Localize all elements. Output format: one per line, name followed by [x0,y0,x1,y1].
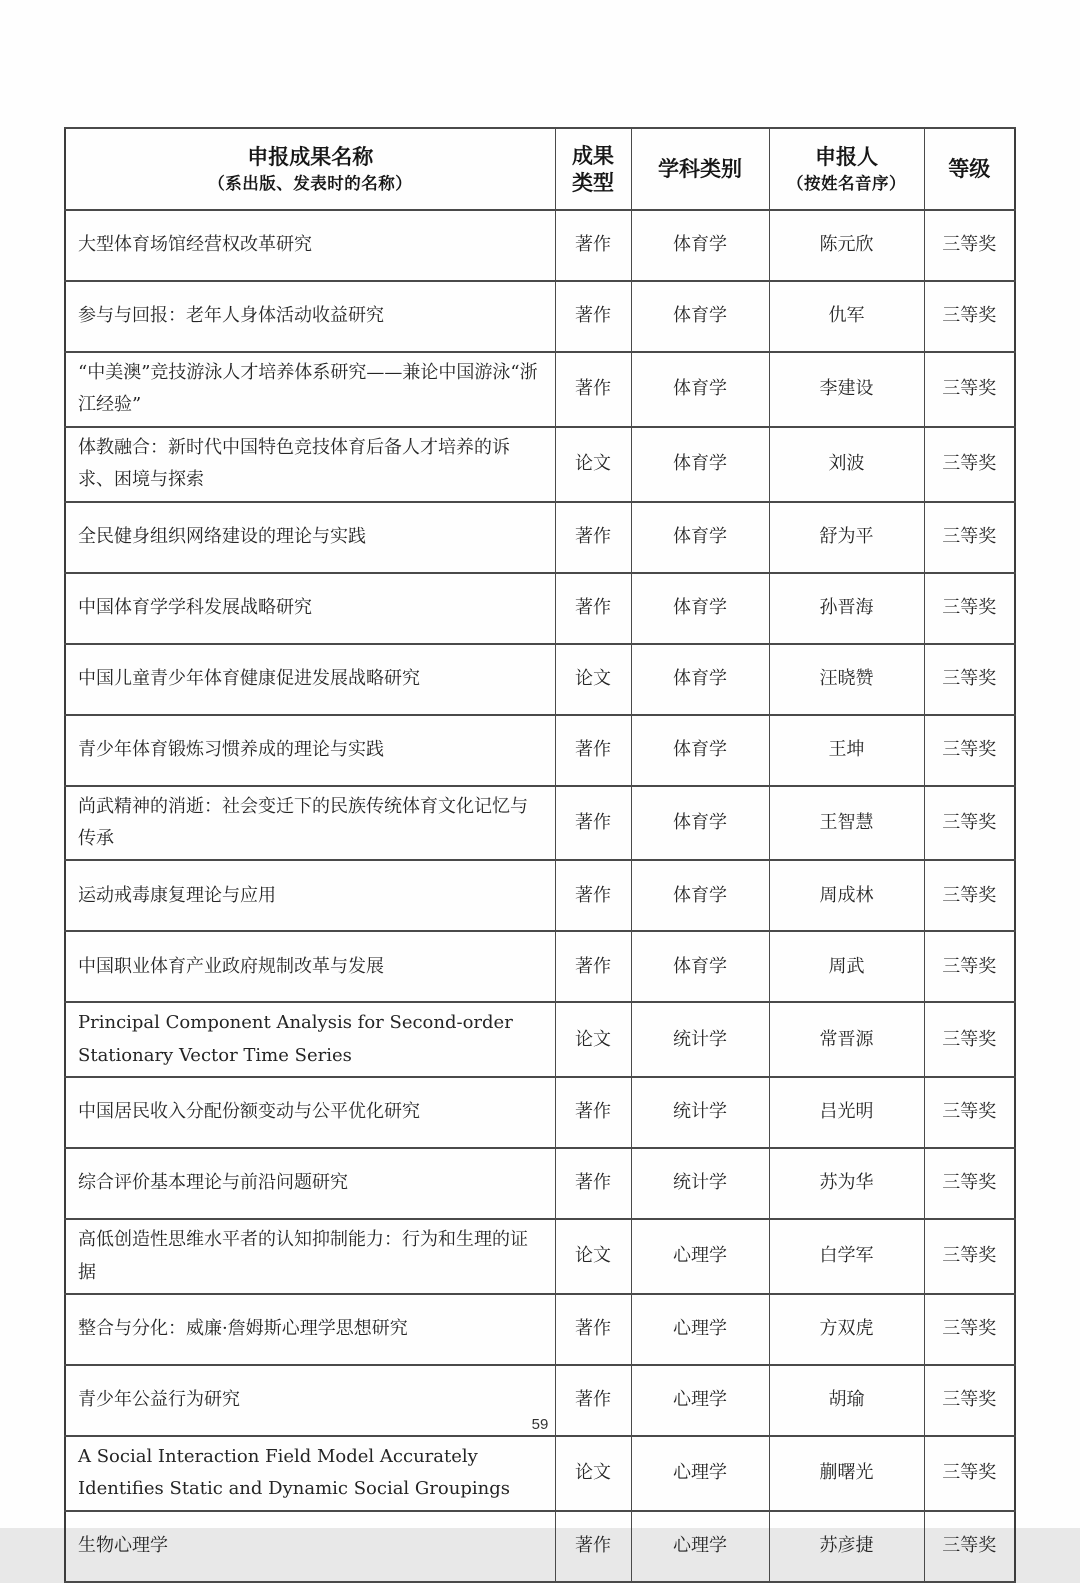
result-title-cell: 高低创造性思维水平者的认知抑制能力：行为和生理的证据 [65,1219,555,1294]
applicant-cell: 陈元欣 [769,210,924,281]
applicant-cell: 苏为华 [769,1148,924,1219]
result-type-cell: 著作 [555,786,631,861]
table-row [65,281,1015,352]
grade-cell: 三等奖 [924,352,1015,427]
table-row [65,860,1015,931]
result-type-cell: 著作 [555,352,631,427]
result-type-cell: 著作 [555,502,631,573]
applicant-cell: 蒯曙光 [769,1436,924,1511]
grade-cell: 三等奖 [924,1365,1015,1436]
table-header [65,128,1015,210]
result-title-cell: 整合与分化：威廉·詹姆斯心理学思想研究 [65,1294,555,1365]
result-title-cell: A Social Interaction Field Model Accurately Identifies Static and Dynamic Social Groupings [65,1436,555,1511]
grade-cell: 三等奖 [924,427,1015,502]
discipline-cell: 体育学 [631,644,769,715]
applicant-cell: 王智慧 [769,786,924,861]
grade-cell: 三等奖 [924,281,1015,352]
result-title-cell: 运动戒毒康复理论与应用 [65,860,555,931]
discipline-cell: 体育学 [631,715,769,786]
table-row [65,1436,1015,1511]
discipline-cell: 心理学 [631,1219,769,1294]
table-row [65,502,1015,573]
result-title-cell: 青少年体育锻炼习惯养成的理论与实践 [65,715,555,786]
discipline-cell: 心理学 [631,1511,769,1582]
header-result-name-sub: （系出版、发表时的名称） [208,174,413,194]
result-title-cell: 中国居民收入分配份额变动与公平优化研究 [65,1077,555,1148]
result-type-cell: 著作 [555,1148,631,1219]
result-type-cell: 著作 [555,573,631,644]
result-title-cell: 尚武精神的消逝：社会变迁下的民族传统体育文化记忆与传承 [65,786,555,861]
table-row [65,1002,1015,1077]
applicant-cell: 胡瑜 [769,1365,924,1436]
result-type-cell: 论文 [555,644,631,715]
grade-cell: 三等奖 [924,1148,1015,1219]
table-row [65,1294,1015,1365]
result-title-cell: “中美澳”竞技游泳人才培养体系研究——兼论中国游泳“浙江经验” [65,352,555,427]
result-title-cell: 中国职业体育产业政府规制改革与发展 [65,931,555,1002]
result-type-cell: 著作 [555,1365,631,1436]
result-title-cell: 青少年公益行为研究 [65,1365,555,1436]
grade-cell: 三等奖 [924,860,1015,931]
result-type-cell: 论文 [555,1219,631,1294]
applicant-cell: 王坤 [769,715,924,786]
discipline-cell: 心理学 [631,1294,769,1365]
grade-cell: 三等奖 [924,573,1015,644]
discipline-cell: 心理学 [631,1365,769,1436]
grade-cell: 三等奖 [924,210,1015,281]
discipline-cell: 体育学 [631,281,769,352]
grade-cell: 三等奖 [924,715,1015,786]
grade-cell: 三等奖 [924,786,1015,861]
applicant-cell: 苏彦捷 [769,1511,924,1582]
result-title-cell: 中国儿童青少年体育健康促进发展战略研究 [65,644,555,715]
applicant-cell: 刘波 [769,427,924,502]
table-row [65,1219,1015,1294]
table-row [65,931,1015,1002]
grade-cell: 三等奖 [924,502,1015,573]
table-row [65,786,1015,861]
table-body [65,210,1015,1582]
applicant-cell: 周成林 [769,860,924,931]
header-discipline: 学科类别 [631,128,769,210]
result-title-cell: 全民健身组织网络建设的理论与实践 [65,502,555,573]
header-applicant-sub: （按姓名音序） [787,174,906,194]
applicant-cell: 周武 [769,931,924,1002]
table-row [65,715,1015,786]
grade-cell: 三等奖 [924,1294,1015,1365]
header-result-name-main: 申报成果名称 [247,144,374,170]
grade-cell: 三等奖 [924,1002,1015,1077]
table-row [65,1148,1015,1219]
applicant-cell: 常晋源 [769,1002,924,1077]
header-applicant-main: 申报人 [815,144,878,170]
result-title-cell: 参与与回报：老年人身体活动收益研究 [65,281,555,352]
result-title-cell: 体教融合：新时代中国特色竞技体育后备人才培养的诉求、困境与探索 [65,427,555,502]
awards-table [64,127,1016,1583]
discipline-cell: 体育学 [631,352,769,427]
result-title-cell: 中国体育学学科发展战略研究 [65,573,555,644]
header-row [65,128,1015,210]
header-applicant [769,128,924,210]
table-row [65,573,1015,644]
header-grade: 等级 [924,128,1015,210]
discipline-cell: 体育学 [631,860,769,931]
table-row [65,352,1015,427]
discipline-cell: 体育学 [631,573,769,644]
applicant-cell: 李建设 [769,352,924,427]
header-result-name [65,128,555,210]
result-title-cell: 综合评价基本理论与前沿问题研究 [65,1148,555,1219]
discipline-cell: 体育学 [631,502,769,573]
header-result-type: 成果类型 [555,128,631,210]
discipline-cell: 体育学 [631,210,769,281]
grade-cell: 三等奖 [924,1511,1015,1582]
discipline-cell: 统计学 [631,1077,769,1148]
discipline-cell: 统计学 [631,1002,769,1077]
result-type-cell: 著作 [555,1077,631,1148]
result-type-cell: 著作 [555,1294,631,1365]
result-type-cell: 著作 [555,1511,631,1582]
grade-cell: 三等奖 [924,1436,1015,1511]
applicant-cell: 汪晓赞 [769,644,924,715]
discipline-cell: 心理学 [631,1436,769,1511]
result-type-cell: 著作 [555,715,631,786]
result-title-cell: 大型体育场馆经营权改革研究 [65,210,555,281]
discipline-cell: 体育学 [631,427,769,502]
grade-cell: 三等奖 [924,644,1015,715]
applicant-cell: 方双虎 [769,1294,924,1365]
applicant-cell: 孙晋海 [769,573,924,644]
applicant-cell: 舒为平 [769,502,924,573]
table-row [65,1077,1015,1148]
grade-cell: 三等奖 [924,1219,1015,1294]
result-title-cell: Principal Component Analysis for Second-order Stationary Vector Time Series [65,1002,555,1077]
applicant-cell: 仇军 [769,281,924,352]
table-row [65,644,1015,715]
discipline-cell: 体育学 [631,786,769,861]
discipline-cell: 体育学 [631,931,769,1002]
result-type-cell: 著作 [555,210,631,281]
applicant-cell: 白学军 [769,1219,924,1294]
result-type-cell: 论文 [555,427,631,502]
applicant-cell: 吕光明 [769,1077,924,1148]
grade-cell: 三等奖 [924,1077,1015,1148]
table-row [65,1511,1015,1582]
result-type-cell: 著作 [555,860,631,931]
page-number: 59 [531,1416,549,1433]
result-title-cell: 生物心理学 [65,1511,555,1582]
discipline-cell: 统计学 [631,1148,769,1219]
grade-cell: 三等奖 [924,931,1015,1002]
result-type-cell: 著作 [555,281,631,352]
table-row [65,427,1015,502]
result-type-cell: 著作 [555,931,631,1002]
result-type-cell: 论文 [555,1436,631,1511]
result-type-cell: 论文 [555,1002,631,1077]
table-row [65,210,1015,281]
